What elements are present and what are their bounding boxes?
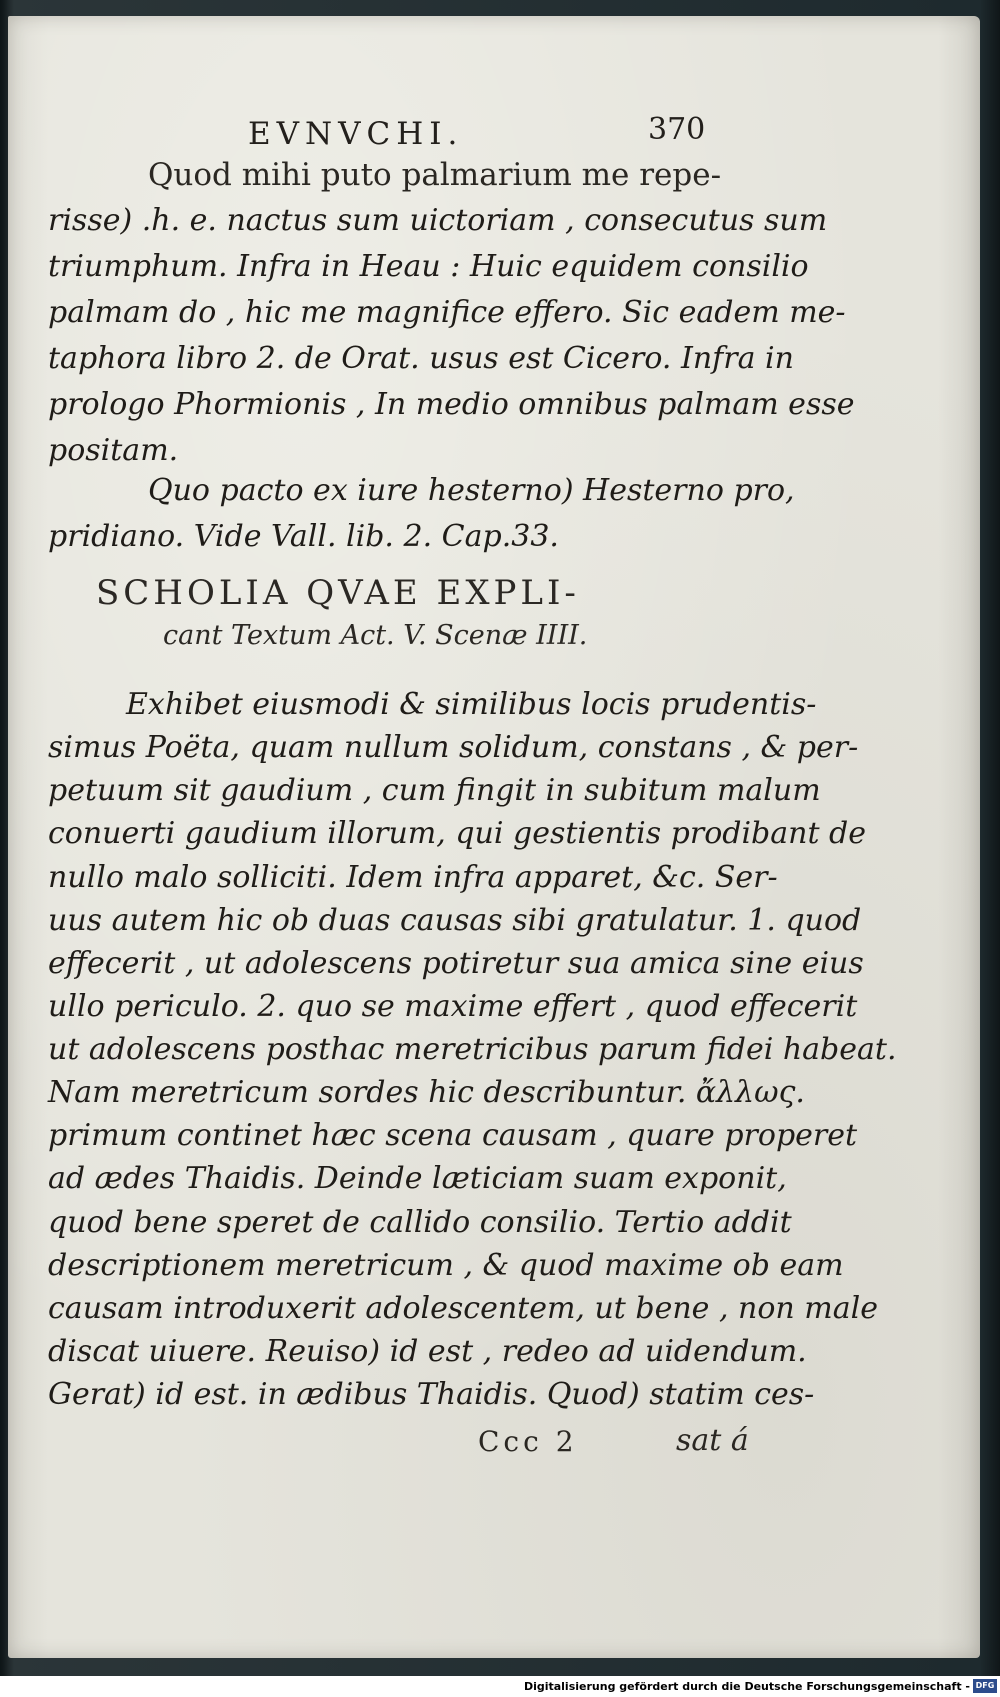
text-line: effecerit , ut adolescens potiretur sua amica sine eius — [48, 946, 864, 981]
text-line: Nam meretricum sordes hic describuntur. ἄλλως. — [48, 1075, 805, 1110]
text-line: uus autem hic ob duas causas sibi gratulatur. 1. quod — [48, 903, 862, 938]
text-line: descriptionem meretricum , & quod maxime ob eam — [48, 1248, 844, 1283]
section-subheading: cant Textum Act. V. Scenæ IIII. — [163, 620, 588, 651]
text-line: taphora libro 2. de Orat. usus est Cicero. Infra in — [48, 341, 794, 376]
text-line: ad ædes Thaidis. Deinde læticiam suam exponit, — [48, 1161, 787, 1196]
text-line: prologo Phormionis , In medio omnibus palmam esse — [48, 387, 855, 422]
text-line: triumphum. Infra in Heau : Huic equidem consilio — [48, 249, 809, 284]
text-line: petuum sit gaudium , cum fingit in subitum malum — [48, 773, 821, 808]
text-line: positam. — [48, 433, 179, 468]
running-head: EVNVCHI. — [248, 116, 464, 152]
page-number: 370 — [648, 112, 706, 147]
text-line: primum continet hæc scena causam , quare properet — [48, 1118, 858, 1153]
catchword: sat á — [676, 1423, 749, 1458]
dfg-logo-icon: DFG — [973, 1679, 997, 1693]
text-line: Quo pacto ex iure hesterno) Hesterno pro, — [148, 473, 795, 508]
book-page — [8, 16, 980, 1658]
text-line: ullo periculo. 2. quo se maxime effert , quod effecerit — [48, 989, 858, 1024]
text-line: simus Poëta, quam nullum solidum, constans , & per- — [48, 730, 859, 765]
signature-mark: Ccc 2 — [478, 1425, 578, 1458]
text-line: ut adolescens posthac meretricibus parum fidei habeat. — [48, 1032, 897, 1067]
digitization-footer — [0, 1676, 1000, 1697]
text-line: Quod mihi puto palmarium me repe- — [148, 157, 722, 193]
text-line: Gerat) id est. in ædibus Thaidis. Quod) statim ces- — [48, 1377, 815, 1412]
text-line: discat uiuere. Reuiso) id est , redeo ad uidendum. — [48, 1334, 807, 1369]
text-line: conuerti gaudium illorum, qui gestientis prodibant de — [48, 816, 867, 851]
text-line: risse) .h. e. nactus sum uictoriam , consecutus sum — [48, 203, 828, 238]
text-line: Exhibet eiusmodi & similibus locis prudentis- — [126, 687, 817, 722]
section-heading: SCHOLIA QVAE EXPLI- — [96, 573, 580, 613]
text-line: nullo malo solliciti. Idem infra apparet, &c. Ser- — [48, 860, 778, 895]
footer-credit: Digitalisierung gefördert durch die Deutsche Forschungsgemeinschaft - — [523, 1680, 970, 1693]
text-line: pridiano. Vide Vall. lib. 2. Cap.33. — [48, 519, 559, 554]
text-line: quod bene speret de callido consilio. Tertio addit — [48, 1205, 792, 1240]
text-line: palmam do , hic me magnifice effero. Sic eadem me- — [48, 295, 846, 330]
page-text-block — [8, 16, 980, 1658]
text-line: causam introduxerit adolescentem, ut bene , non male — [48, 1291, 878, 1326]
